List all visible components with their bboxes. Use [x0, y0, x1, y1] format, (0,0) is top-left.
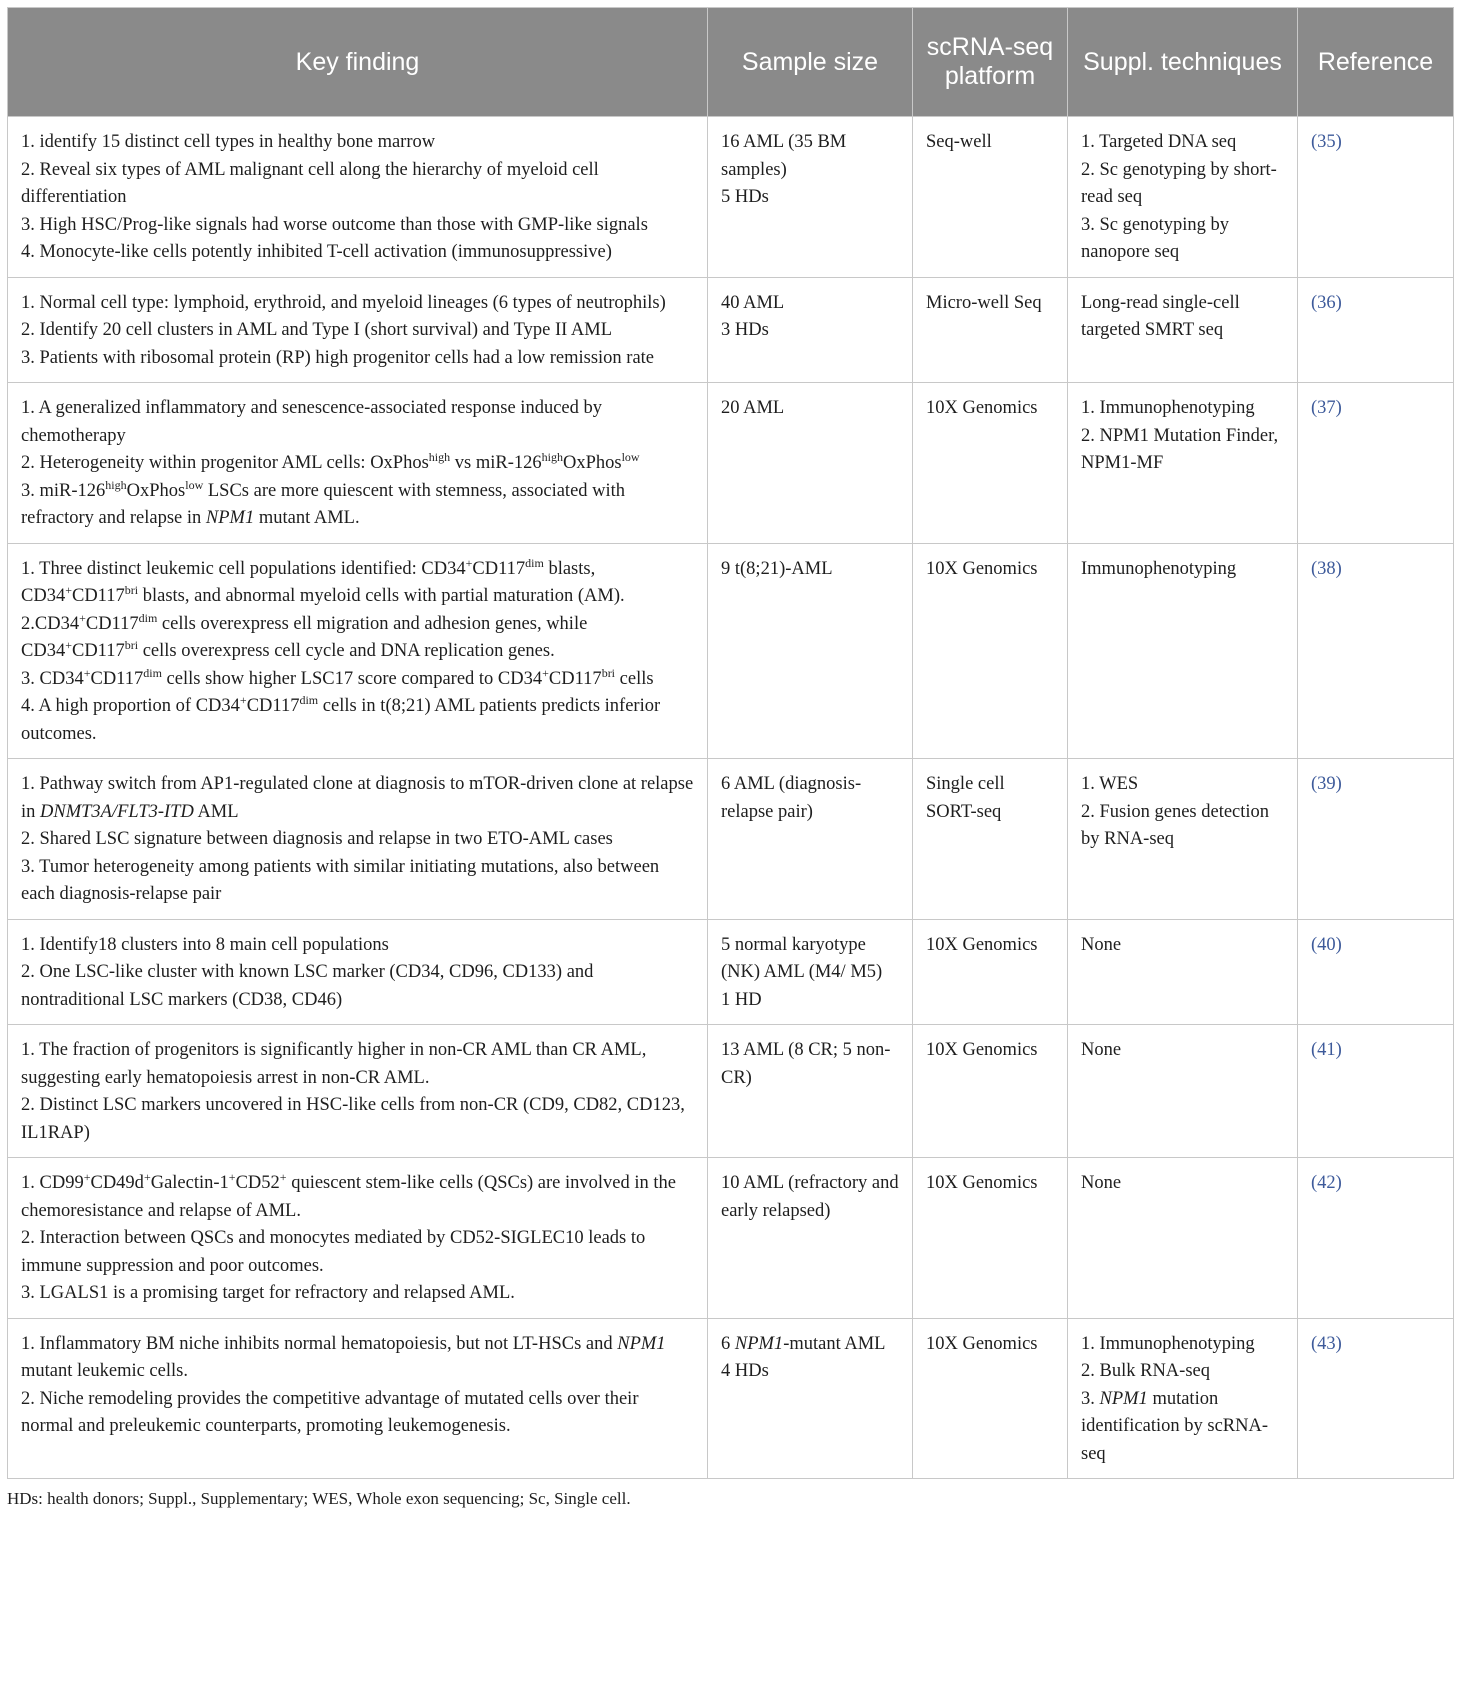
sample-size-cell: 6 NPM1-mutant AML 4 HDs — [708, 1318, 913, 1479]
platform-cell: 10X Genomics — [913, 1318, 1068, 1479]
reference-cell — [1298, 277, 1454, 383]
header-platform: scRNA-seq platform — [913, 8, 1068, 117]
reference-link[interactable]: (42) — [1311, 1173, 1342, 1193]
platform-cell: Micro-well Seq — [913, 277, 1068, 383]
sample-size-cell: 16 AML (35 BM samples) 5 HDs — [708, 117, 913, 278]
techniques-cell: 1. Immunophenotyping 2. Bulk RNA-seq 3. NPM1 mutation identification by scRNA-seq — [1068, 1318, 1298, 1479]
reference-cell — [1298, 919, 1454, 1025]
platform-cell: 10X Genomics — [913, 919, 1068, 1025]
reference-cell — [1298, 543, 1454, 759]
table-row — [8, 1025, 1454, 1158]
finding-cell: 1. A generalized inflammatory and senescence-associated response induced by chemotherapy 2. Heterogeneity within progenitor AML cells: OxPhos$^{high}$ vs miR-$126^{high}OxPhos^{low}$ 3. miR-$126^{high}OxPhos^{low}$ LSCs are more quiescent with stemness, associated with refractory and relapse in NPM1 mutant AML. — [8, 383, 708, 544]
sample-size-cell: 13 AML (8 CR; 5 non-CR) — [708, 1025, 913, 1158]
table-row — [8, 383, 1454, 544]
techniques-cell: 1. Targeted DNA seq 2. Sc genotyping by short- read seq 3. Sc genotyping by nanopore seq — [1068, 117, 1298, 278]
techniques-cell: Immunophenotyping — [1068, 543, 1298, 759]
techniques-cell: None — [1068, 1025, 1298, 1158]
table-body — [8, 117, 1454, 1479]
table-row — [8, 117, 1454, 278]
reference-cell — [1298, 1318, 1454, 1479]
reference-cell — [1298, 117, 1454, 278]
platform-cell: 10X Genomics — [913, 1158, 1068, 1319]
reference-link[interactable]: (36) — [1311, 292, 1342, 313]
finding-cell: 1. Pathway switch from AP1-regulated clone at diagnosis to mTOR-driven clone at relapse in DNMT3A/FLT3-ITD AML 2. Shared LSC signature between diagnosis and relapse in two ETO-AML cases 3. Tumor heterogeneity among patients with similar initiating mutations, also between each diagnosis-relapse pair — [8, 759, 708, 920]
sample-size-cell: 10 AML (refractory and early relapsed) — [708, 1158, 913, 1319]
findings-table — [7, 7, 1454, 1479]
reference-link[interactable]: (38) — [1311, 558, 1342, 579]
platform-cell: Seq-well — [913, 117, 1068, 278]
table-container — [7, 7, 1453, 1509]
reference-link[interactable]: (35) — [1311, 132, 1342, 152]
reference-link[interactable]: (43) — [1311, 1333, 1342, 1354]
sample-size-cell: 40 AML 3 HDs — [708, 277, 913, 383]
table-footnote: HDs: health donors; Suppl., Supplementary; WES, Whole exon sequencing; Sc, Single cell. — [7, 1489, 631, 1508]
sample-size-cell: 9 t(8;21)-AML — [708, 543, 913, 759]
table-row — [8, 277, 1454, 383]
techniques-cell: 1. WES 2. Fusion genes detection by RNA-seq — [1068, 759, 1298, 920]
reference-link[interactable]: (41) — [1311, 1040, 1342, 1060]
finding-cell: 1. CD99+CD49d+Galectin-1+CD52+ quiescent stem-like cells (QSCs) are involved in the chemoresistance and relapse of AML. 2. Interaction between QSCs and monocytes mediated by CD52-SIGLEC10 leads to immune suppression and poor outcomes. 3. LGALS1 is a promising target for refractory and relapsed AML. — [8, 1158, 708, 1319]
platform-cell: Single cell SORT-seq — [913, 759, 1068, 920]
table-header-row — [8, 8, 1454, 117]
sample-size-cell: 5 normal karyotype (NK) AML (M4/ M5) 1 HD — [708, 919, 913, 1025]
header-techniques: Suppl. techniques — [1068, 8, 1298, 117]
techniques-cell: Long-read single-cell targeted SMRT seq — [1068, 277, 1298, 383]
reference-link[interactable]: (37) — [1311, 398, 1342, 418]
reference-cell — [1298, 759, 1454, 920]
techniques-cell: None — [1068, 1158, 1298, 1319]
techniques-cell: 1. Immunophenotyping 2. NPM1 Mutation Finder, NPM1-MF — [1068, 383, 1298, 544]
table-row — [8, 1158, 1454, 1319]
header-sample-size: Sample size — [708, 8, 913, 117]
platform-cell: 10X Genomics — [913, 383, 1068, 544]
header-key-finding: Key finding — [8, 8, 708, 117]
reference-cell — [1298, 1025, 1454, 1158]
sample-size-cell: 20 AML — [708, 383, 913, 544]
table-row — [8, 919, 1454, 1025]
techniques-cell: None — [1068, 919, 1298, 1025]
sample-size-cell: 6 AML (diagnosis-relapse pair) — [708, 759, 913, 920]
table-row — [8, 543, 1454, 759]
finding-cell: 1. Identify18 clusters into 8 main cell populations 2. One LSC-like cluster with known LSC marker (CD34, CD96, CD133) and nontraditional LSC markers (CD38, CD46) — [8, 919, 708, 1025]
platform-cell: 10X Genomics — [913, 543, 1068, 759]
finding-cell: 1. Inflammatory BM niche inhibits normal hematopoiesis, but not LT-HSCs and NPM1 mutant leukemic cells. 2. Niche remodeling provides the competitive advantage of mutated cells over their normal and preleukemic counterparts, promoting leukemogenesis. — [8, 1318, 708, 1479]
table-row — [8, 759, 1454, 920]
table-row — [8, 1318, 1454, 1479]
finding-cell: 1. Three distinct leukemic cell populations identified: $CD34^+CD117^{dim}$ blasts, $CD34^+CD117^{bri}$ blasts, and abnormal myeloid cells with partial maturation (AM). $2.CD34^+CD117^{dim}$ cells overexpress ell migration and adhesion genes, while $CD34^+CD117^{bri}$ cells overexpress cell cycle and DNA replication genes. 3. $CD34^+CD117^{dim}$ cells show higher LSC17 score compared to $CD34^+CD117^{bri}$ cells 4. A high proportion of $CD34^+CD117^{dim}$ cells in t(8;21) AML patients predicts inferior outcomes. — [8, 543, 708, 759]
reference-link[interactable]: (39) — [1311, 774, 1342, 794]
reference-cell — [1298, 383, 1454, 544]
platform-cell: 10X Genomics — [913, 1025, 1068, 1158]
finding-cell: 1. The fraction of progenitors is significantly higher in non-CR AML than CR AML, suggesting early hematopoiesis arrest in non-CR AML. 2. Distinct LSC markers uncovered in HSC-like cells from non-CR (CD9, CD82, CD123, IL1RAP) — [8, 1025, 708, 1158]
reference-cell — [1298, 1158, 1454, 1319]
reference-link[interactable]: (40) — [1311, 934, 1342, 955]
header-reference: Reference — [1298, 8, 1454, 117]
finding-cell: 1. identify 15 distinct cell types in healthy bone marrow 2. Reveal six types of AML malignant cell along the hierarchy of myeloid cell differentiation 3. High HSC/Prog-like signals had worse outcome than those with GMP-like signals 4. Monocyte-like cells potently inhibited T-cell activation (immunosuppressive) — [8, 117, 708, 278]
finding-cell: 1. Normal cell type: lymphoid, erythroid, and myeloid lineages (6 types of neutrophils) 2. Identify 20 cell clusters in AML and Type I (short survival) and Type II AML 3. Patients with ribosomal protein (RP) high progenitor cells had a low remission rate — [8, 277, 708, 383]
